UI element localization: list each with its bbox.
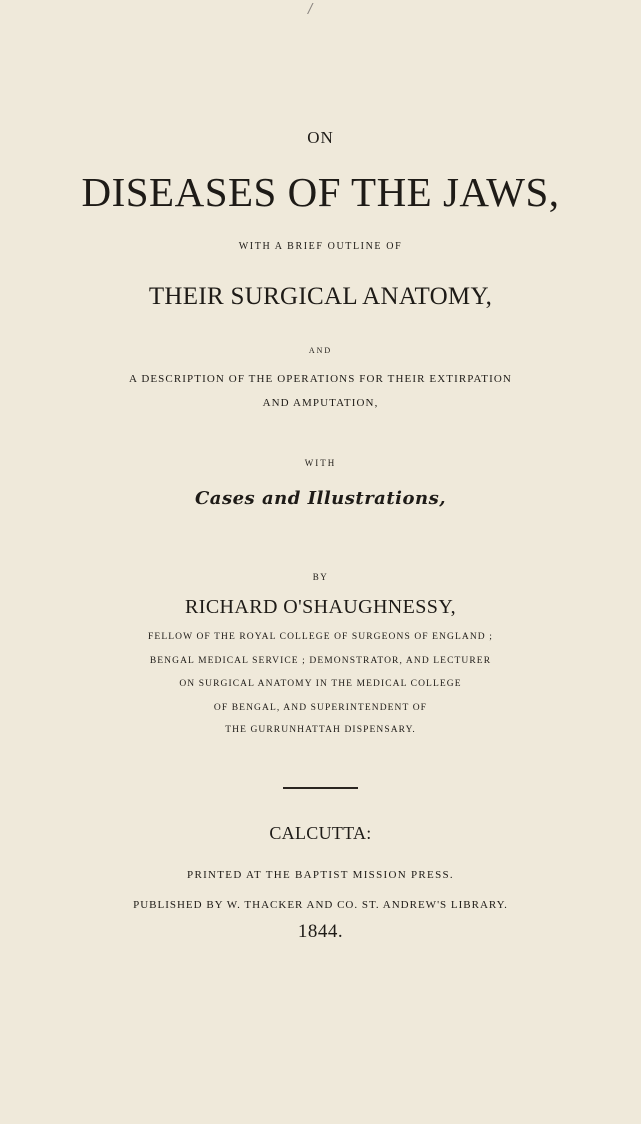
author-affiliation-line: BENGAL MEDICAL SERVICE ; DEMONSTRATOR, AND LECTURER (149, 656, 492, 666)
conjunction-and: AND (308, 346, 333, 355)
subtitle-main: THEIR SURGICAL ANATOMY, (148, 283, 493, 310)
imprint-year: 1844. (297, 921, 344, 942)
title-prefix: ON (307, 128, 334, 147)
by-label: BY (312, 572, 329, 582)
author-affiliation-line: THE GURRUNHATTAH DISPENSARY. (225, 725, 416, 735)
pencil-mark: / (308, 2, 313, 17)
author-name: RICHARD O'SHAUGHNESSY, (185, 596, 456, 618)
divider-rule (283, 787, 358, 789)
author-affiliation-line: ON SURGICAL ANATOMY IN THE MEDICAL COLLEGE (179, 679, 462, 689)
description-line-2: AND AMPUTATION, (262, 397, 379, 409)
book-title: DISEASES OF THE JAWS, (81, 169, 560, 215)
description-line-1: A DESCRIPTION OF THE OPERATIONS FOR THEIR EXTIRPATION (129, 373, 512, 385)
imprint-publisher: PUBLISHED BY W. THACKER AND CO. ST. ANDREW'S LIBRARY. (133, 899, 508, 911)
author-affiliation-line: OF BENGAL, AND SUPERINTENDENT OF (213, 703, 428, 713)
cases-illustrations: Cases and Illustrations, (194, 488, 446, 509)
imprint-printer: PRINTED AT THE BAPTIST MISSION PRESS. (187, 869, 454, 881)
subtitle-intro: WITH A BRIEF OUTLINE OF (238, 241, 403, 252)
conjunction-with: WITH (304, 458, 337, 468)
author-affiliation-line: FELLOW OF THE ROYAL COLLEGE OF SURGEONS OF ENGLAND ; (148, 632, 493, 642)
imprint-city: CALCUTTA: (269, 823, 372, 843)
